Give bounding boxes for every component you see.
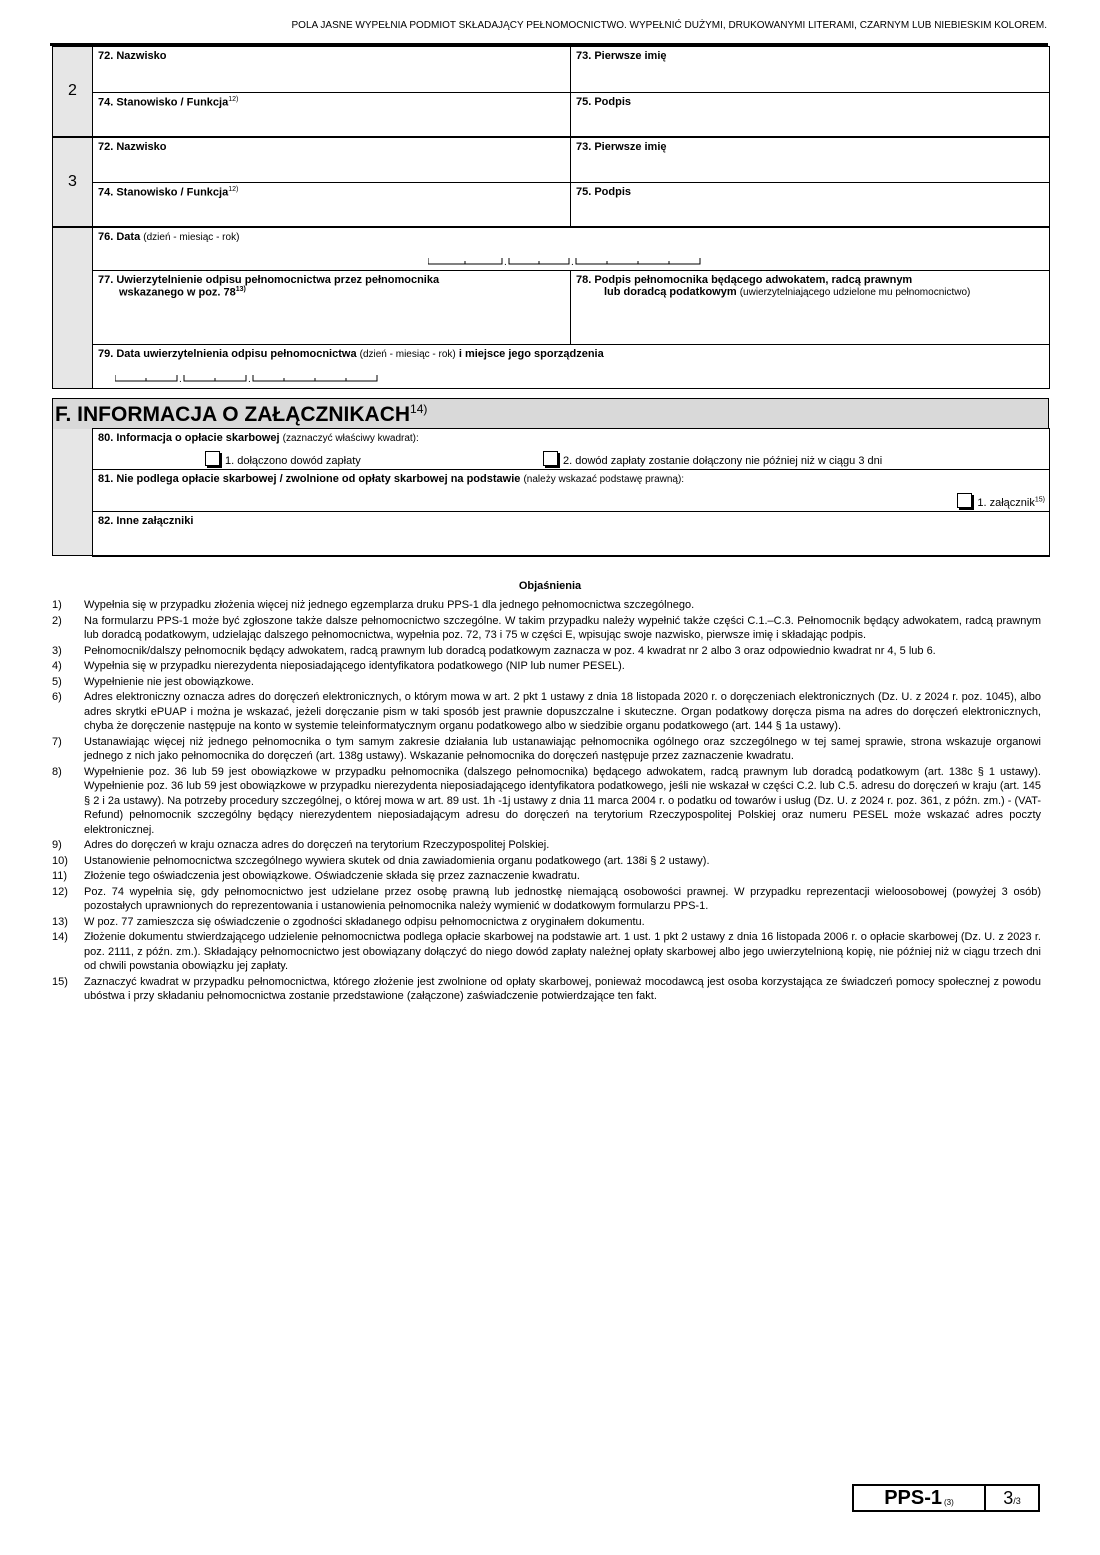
- explanation-text: Wypełnia się w przypadku złożenia więcej niż jednego egzemplarza druku PPS-1 dla jednego pełnomocnictwa szczególnego.: [84, 599, 695, 611]
- explanation-text: Wypełnienie poz. 36 lub 59 jest obowiązkowe w przypadku pełnomocnika (dalszego pełnomocnika) będącego adwokatem, radcą prawnym lub doradcą podatkowym (art. 138c § 1 ustawy). Wypełnienie poz. 36 lub 59 jest obowiązkowe w przypadku nierezydenta nieposiadającego identyfikatora podatkowego, jeśli nie wskazał w części C.2. lub C.5. adresu do doręczeń w kraju (art. 145 § 2 i 2a ustawy). Na potrzeby procedury szczególnej, o której mowa w art. 89 ust. 1h -1j ustawy z dnia 11 marca 2004 r. o podatku od towarów i usług (Dz. U. z 2024 r. poz. 361, z późn. zm.) - (VAT-Refund) pełnomocnik szczególny będący nierezydentem nieposiadającym adresu do doręczeń na terytorium Rzeczypospolitej Polskiej oraz numeru PESEL może wskazać adres poczty elektronicznej.: [84, 765, 1041, 836]
- explanation-number: 11): [52, 870, 68, 882]
- field-77-footnote: 13): [235, 286, 246, 293]
- explanation-item: [52, 675, 1041, 690]
- field-82-label: 82. Inne załączniki: [98, 515, 194, 527]
- svg-text:.: .: [571, 256, 574, 266]
- explanation-item: [52, 690, 1041, 734]
- field-78-attorney-signature[interactable]: [571, 271, 1050, 345]
- explanation-number: 10): [52, 854, 68, 867]
- field-80-option-1-label: 1. dołączono dowód zapłaty: [225, 455, 361, 467]
- explanation-text: Złożenie tego oświadczenia jest obowiązkowe. Oświadczenie składa się przez zaznaczenie kwadratu.: [84, 870, 580, 882]
- explanation-text: Ustanowienie pełnomocnictwa szczególnego wywiera skutek od dnia zawiadomienia organu podatkowego (art. 138i § 2 ustawy).: [84, 854, 710, 867]
- explanation-number: 12): [52, 885, 68, 898]
- explanation-item: [52, 644, 1041, 659]
- field-72-label: 72. Nazwisko: [98, 50, 167, 62]
- explanation-text: Adres elektroniczny oznacza adres do doręczeń elektronicznych, o którym mowa w art. 2 pkt 1 ustawy z dnia 18 listopada 2020 r. o doręczeniach elektronicznych (Dz. U. z 2024 r. poz. 1045), albo adres skrytki ePUAP i można je wskazać, jeżeli doręczanie pism w taki sposób jest prawnie dopuszczalne i skuteczne. Organ podatkowy doręcza pisma na adres do doręczeń elektronicznych, chyba że doręczenie następuje na konto w systemie teleinformatycznym organu podatkowego albo w siedzibie organu podatkowego (art. 144 § 1a ustawy).: [84, 691, 1041, 732]
- explanation-item: [52, 975, 1041, 1004]
- field-72-surname[interactable]: [93, 137, 571, 183]
- field-80-hint: (zaznaczyć właściwy kwadrat):: [282, 433, 419, 444]
- explanation-number: 2): [52, 614, 62, 627]
- attachments-table: [52, 428, 1050, 557]
- page-number-box: [986, 1484, 1040, 1512]
- field-81-hint: (należy wskazać podstawę prawną):: [523, 474, 685, 485]
- field-77-label-line1: 77. Uwierzytelnienie odpisu pełnomocnictwa przez pełnomocnika: [98, 274, 440, 286]
- form-code-box: [852, 1484, 986, 1512]
- page-number: 3: [1003, 1487, 1014, 1508]
- field-76-date[interactable]: [93, 227, 1050, 271]
- field-81-exemption: [93, 470, 1050, 512]
- field-78-label-line1: 78. Podpis pełnomocnika będącego adwokatem, radcą prawnym: [576, 274, 913, 286]
- explanation-number: 13): [52, 915, 68, 928]
- field-74-position[interactable]: [93, 183, 571, 227]
- form-variant: (3): [944, 1497, 954, 1507]
- field-77-certification[interactable]: [93, 271, 571, 345]
- explanation-number: 6): [52, 691, 62, 703]
- explanation-item: [52, 854, 1041, 869]
- explanation-item: [52, 659, 1041, 674]
- explanation-number: 7): [52, 735, 62, 748]
- explanation-item: [52, 735, 1041, 764]
- explanation-text: Poz. 74 wypełnia się, gdy pełnomocnictwo jest udzielane przez osobę prawną lub jednostkę niemającą osobowości prawnej. W przypadku reprezentacji wieloosobowej (powyżej 3 osób) pozostałych uprawnionych do reprezentowania i ustanowienia pełnomocnika należy wymienić w dodatkowym formularzu PPS-1.: [84, 885, 1041, 912]
- explanations-list: [52, 598, 1041, 1005]
- field-77-label-line2: wskazanego w poz. 78: [119, 286, 236, 299]
- field-74-position[interactable]: [93, 93, 571, 137]
- explanation-item: [52, 614, 1041, 643]
- person-number: 2: [53, 47, 93, 137]
- explanation-text: Pełnomocnik/dalszy pełnomocnik będący adwokatem, radcą prawnym lub doradcą podatkowym zaznacza w poz. 4 kwadrat nr 2 albo 3 oraz odpowiednio kwadrat nr 4, 5 lub 6.: [84, 644, 936, 657]
- form-code: PPS-1: [884, 1486, 943, 1509]
- explanation-text: Złożenie dokumentu stwierdzającego udzielenie pełnomocnictwa podlega opłacie skarbowej na podstawie art. 1 ust. 1 pkt 2 ustawy z dnia 16 listopada 2006 r. o opłacie skarbowej (Dz. U. z 2023 r. poz. 2111, z późn. zm.). Składający pełnomocnictwo jest obowiązany dołączyć do niego dowód zapłaty należnej opłaty skarbowej albo jego uwierzytelnioną kopię, nie później niż w ciągu trzech dni od chwili powstania obowiązku jej zapłaty.: [84, 931, 1041, 972]
- header-note: POLA JASNE WYPEŁNIA PODMIOT SKŁADAJĄCY PEŁNOMOCNICTWO. WYPEŁNIĆ DUŻYMI, DRUKOWANYMI LITERAMI, CZARNYM LUB NIEBIESKIM KOLOREM.: [291, 20, 1047, 31]
- explanation-number: 4): [52, 660, 62, 672]
- section-f-header: [52, 398, 1049, 429]
- field-75-signature[interactable]: [571, 93, 1050, 137]
- field-74-footnote: 12): [228, 96, 239, 103]
- field-73-label: 73. Pierwsze imię: [576, 50, 667, 62]
- field-81-label: 81. Nie podlega opłacie skarbowej / zwolnione od opłaty skarbowej na podstawie: [98, 473, 521, 485]
- explanation-text: Wypełnienie nie jest obowiązkowe.: [84, 675, 254, 688]
- field-74-footnote: 12): [228, 186, 239, 193]
- svg-text:.: .: [504, 256, 507, 266]
- explanation-item: [52, 869, 1041, 884]
- field-75-signature[interactable]: [571, 183, 1050, 227]
- svg-text:.: .: [179, 374, 182, 383]
- explanation-item: [52, 765, 1041, 838]
- field-73-first-name[interactable]: [571, 137, 1050, 183]
- explanation-text: Ustanawiając więcej niż jednego pełnomocnika o tym samym zakresie działania lub ustanawiając pełnomocnika ogólnego oraz szczególnego w tej samej sprawie, strona wskazuje organowi jednego z nich jako pełnomocnika do doręczeń (art. 138g ustawy). Wskazanie pełnomocnika do doręczeń następuje przez zaznaczenie kwadratu.: [84, 735, 1041, 762]
- explanation-number: 5): [52, 675, 62, 688]
- explanation-text: Adres do doręczeń w kraju oznacza adres do doręczeń na terytorium Rzeczypospolitej Polskiej.: [84, 839, 550, 851]
- field-78-hint: (uwierzytelniającego udzielone mu pełnomocnictwo): [739, 287, 971, 298]
- explanation-text: Zaznaczyć kwadrat w przypadku pełnomocnictwa, którego złożenie jest zwolnione od opłaty skarbowej, ponieważ mocodawcą jest osoba korzystająca ze świadczeń pomocy społecznej z powodu ubóstwa i przy składaniu pełnomocnictwa zostanie przedstawione (załączone) zaświadczenie potwierdzające ten fakt.: [84, 975, 1041, 1002]
- explanation-number: 1): [52, 599, 62, 611]
- field-76-hint: (dzień - miesiąc - rok): [143, 231, 240, 243]
- section-f-footnote: 14): [410, 402, 428, 416]
- field-75-label: 75. Podpis: [576, 96, 632, 108]
- field-73-label: 73. Pierwsze imię: [576, 140, 667, 153]
- field-79-label-place: i miejsce jego sporządzenia: [458, 348, 604, 360]
- field-80-option-1[interactable]: [205, 451, 361, 467]
- signatories-table: [52, 46, 1050, 389]
- checkbox-80-2[interactable]: [543, 451, 558, 466]
- explanation-item: [52, 885, 1041, 914]
- field-76-label: 76. Data: [98, 230, 141, 243]
- field-72-surname[interactable]: [93, 47, 571, 93]
- field-79-hint: (dzień - miesiąc - rok): [359, 349, 456, 360]
- field-74-label: 74. Stanowisko / Funkcja: [98, 186, 229, 199]
- explanation-text: W poz. 77 zamieszcza się oświadczenie o zgodności składanego odpisu pełnomocnictwa z oryginałem dokumentu.: [84, 915, 645, 928]
- field-80-stamp-duty: [93, 429, 1050, 470]
- explanation-number: 14): [52, 931, 68, 943]
- field-73-first-name[interactable]: [571, 47, 1050, 93]
- field-79-certification-date-place[interactable]: [93, 345, 1050, 389]
- explanation-number: 9): [52, 839, 62, 851]
- svg-text:.: .: [248, 374, 251, 383]
- field-80-option-2-label: 2. dowód zapłaty zostanie dołączony nie później niż w ciągu 3 dni: [563, 455, 883, 467]
- field-75-label: 75. Podpis: [576, 186, 632, 198]
- explanation-item: [52, 838, 1041, 853]
- explanations-title: Objaśnienia: [518, 580, 582, 592]
- checkbox-80-1[interactable]: [205, 451, 220, 466]
- field-80-label: 80. Informacja o opłacie skarbowej: [98, 432, 280, 444]
- page-footer: [852, 1484, 1042, 1512]
- explanation-text: Wypełnia się w przypadku nierezydenta nieposiadającego identyfikatora podatkowego (NIP lub numer PESEL).: [84, 660, 625, 672]
- explanation-number: 3): [52, 644, 62, 657]
- field-81-option-1[interactable]: [957, 493, 1045, 509]
- field-72-label: 72. Nazwisko: [98, 140, 167, 153]
- gray-margin: [53, 429, 93, 556]
- gray-margin: [53, 227, 93, 389]
- explanation-item: [52, 930, 1041, 974]
- field-82-other-attachments[interactable]: [93, 512, 1050, 556]
- date-boxes-79: [115, 373, 380, 383]
- page-total: /3: [1013, 1496, 1021, 1506]
- section-f-title: F. INFORMACJA O ZAŁĄCZNIKACH: [55, 403, 411, 426]
- explanation-item: [52, 915, 1041, 930]
- field-81-option-1-label: 1. załącznik: [977, 497, 1035, 509]
- checkbox-81-1[interactable]: [957, 493, 972, 508]
- field-80-option-2[interactable]: [543, 451, 882, 467]
- field-78-label-line2: lub doradcą podatkowym: [604, 286, 737, 298]
- field-74-label: 74. Stanowisko / Funkcja: [98, 96, 229, 109]
- date-boxes-76: [428, 256, 703, 266]
- explanation-number: 8): [52, 765, 62, 778]
- field-79-label: 79. Data uwierzytelnienia odpisu pełnomocnictwa: [98, 348, 357, 360]
- explanation-number: 15): [52, 975, 68, 988]
- explanation-item: [52, 598, 1041, 613]
- person-number: 3: [53, 137, 93, 227]
- field-81-footnote: 15): [1034, 496, 1045, 504]
- explanation-text: Na formularzu PPS-1 może być zgłoszone także dalsze pełnomocnictwo szczególne. W takim przypadku należy wypełnić także części C.1.–C.3. Pełnomocnik będący adwokatem, radcą prawnym lub doradcą podatkowym, udzielając dalszego pełnomocnictwa, wypełnia poz. 72, 73 i 75 w części E, wpisując swoje nazwisko, pierwsze imię i składając podpis.: [84, 614, 1041, 641]
